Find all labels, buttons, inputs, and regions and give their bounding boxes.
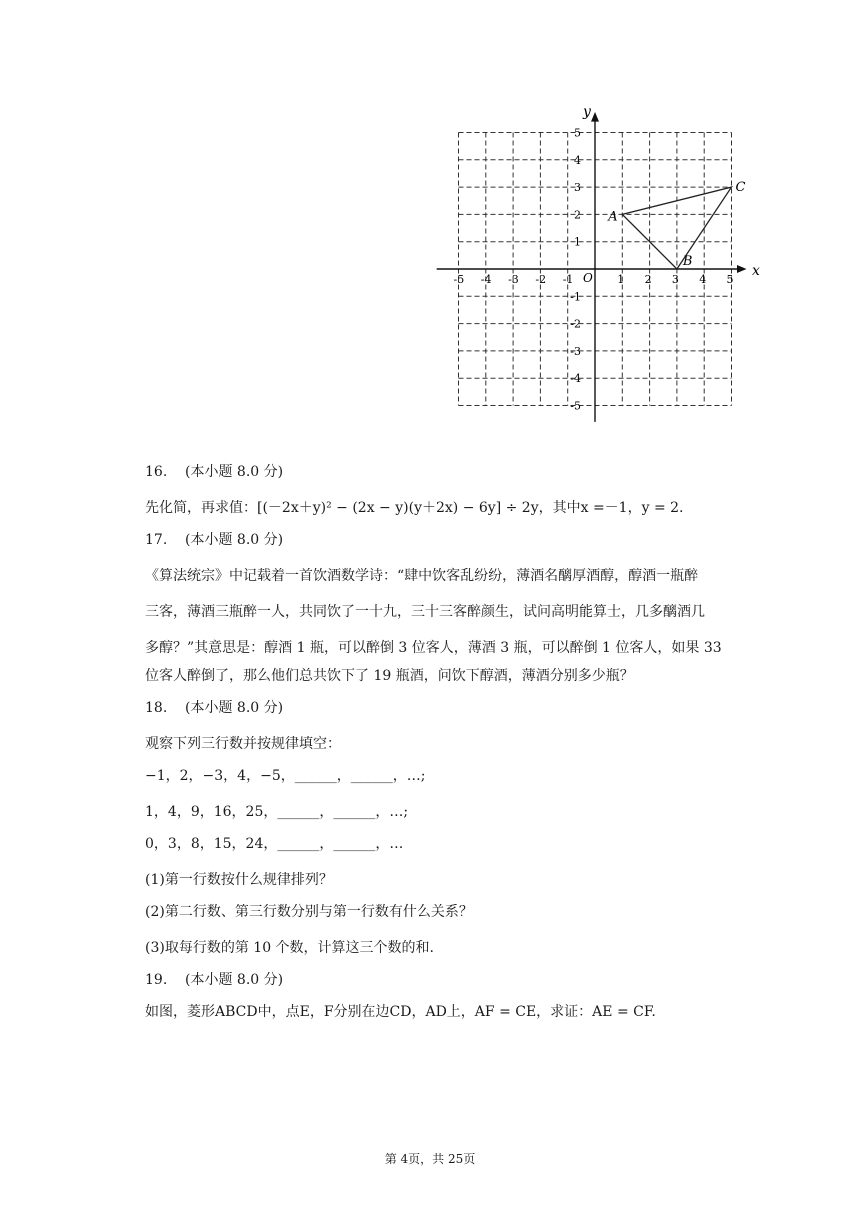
point-label-a: A — [608, 209, 618, 225]
q19-header — [145, 970, 283, 990]
y-tick-label: -2 — [570, 317, 581, 331]
q16-score: (本小题 8.0 分) — [185, 464, 284, 480]
y-tick-label: -5 — [570, 399, 581, 413]
y-tick-label: 2 — [574, 208, 581, 222]
q16-number: 16. — [145, 464, 168, 480]
y-tick-label: 3 — [574, 181, 581, 195]
q17-line-2: 三客，薄酒三瓶醉一人，共同饮了一十九，三十三客醉颜生，试问高明能算士，几多醨酒几 — [145, 604, 705, 620]
q17-line-3: 多醇？”其意思是：醇酒 1 瓶，可以醉倒 3 位客人，薄酒 3 瓶，可以醉倒 1 位客人，如果 33 — [145, 640, 722, 656]
point-label-b: B — [682, 254, 693, 269]
y-tick-label: -1 — [570, 290, 581, 304]
q17-header — [145, 530, 283, 550]
y-tick-label: -4 — [570, 372, 581, 386]
q18-line-2: −1，2，−3，4，−5，______，______，…; — [145, 768, 426, 784]
y-tick-label: 5 — [574, 126, 581, 140]
x-axis-label: x — [751, 263, 760, 279]
coordinate-graph — [430, 96, 760, 426]
q18-line-3: 1，4，9，16，25，______，______，…; — [145, 804, 409, 820]
q17-line-4: 位客人醉倒了，那么他们总共饮下了 19 瓶酒，问饮下醇酒，薄酒分别多少瓶？ — [145, 668, 634, 684]
y-tick-label: 4 — [574, 153, 581, 167]
q18-line-7: (3)取每行数的第 10 个数，计算这三个数的和. — [145, 940, 434, 956]
q17-number: 17. — [145, 532, 168, 548]
q16-header — [145, 462, 283, 482]
q18-header — [145, 698, 283, 718]
x-tick-label: 4 — [699, 273, 707, 286]
x-tick-label: 2 — [644, 273, 652, 286]
q19-number: 19. — [145, 972, 168, 988]
q18-line-4: 0，3，8，15，24，______，______，… — [145, 836, 404, 852]
x-tick-label: 1 — [617, 273, 625, 286]
x-tick-label: 5 — [726, 273, 734, 286]
x-tick-label: -3 — [508, 273, 519, 286]
q18-line-6: (2)第二行数、第三行数分别与第一行数有什么关系？ — [145, 904, 473, 920]
x-tick-label: -1 — [562, 273, 574, 286]
page-footer: 第 4页，共 25页 — [384, 1152, 476, 1166]
q19-score: (本小题 8.0 分) — [185, 972, 284, 988]
y-axis-arrow — [591, 112, 599, 122]
y-tick-label: -3 — [570, 344, 581, 358]
y-axis-label: y — [583, 104, 591, 121]
q17-score: (本小题 8.0 分) — [185, 532, 284, 548]
origin-label: O — [583, 271, 593, 285]
x-tick-label: -2 — [535, 273, 547, 286]
q18-line-1: 观察下列三行数并按规律填空： — [145, 736, 341, 752]
x-tick-label: 3 — [671, 273, 679, 286]
x-tick-label: -5 — [453, 273, 465, 286]
q18-number: 18. — [145, 700, 168, 716]
x-tick-label: -4 — [480, 273, 492, 286]
q18-score: (本小题 8.0 分) — [185, 700, 284, 716]
y-tick-label: 1 — [574, 235, 581, 249]
q18-line-5: (1)第一行数按什么规律排列？ — [145, 872, 333, 888]
q17-line-1: 《算法统宗》中记载着一首饮酒数学诗：“肆中饮客乱纷纷，薄酒名醨厚酒醇，醇酒一瓶醉 — [145, 568, 699, 584]
q19-text: 如图，菱形ABCD中，点E，F分别在边CD，AD上，AF = CE，求证：AE = CF. — [145, 1004, 656, 1020]
q16-text: 先化简，再求值：[(－2x＋y)² − (2x − y)(y＋2x) − 6y] ÷ 2y，其中x =－1，y = 2. — [145, 500, 684, 516]
point-label-c: C — [735, 180, 746, 196]
x-axis-arrow — [737, 265, 747, 273]
